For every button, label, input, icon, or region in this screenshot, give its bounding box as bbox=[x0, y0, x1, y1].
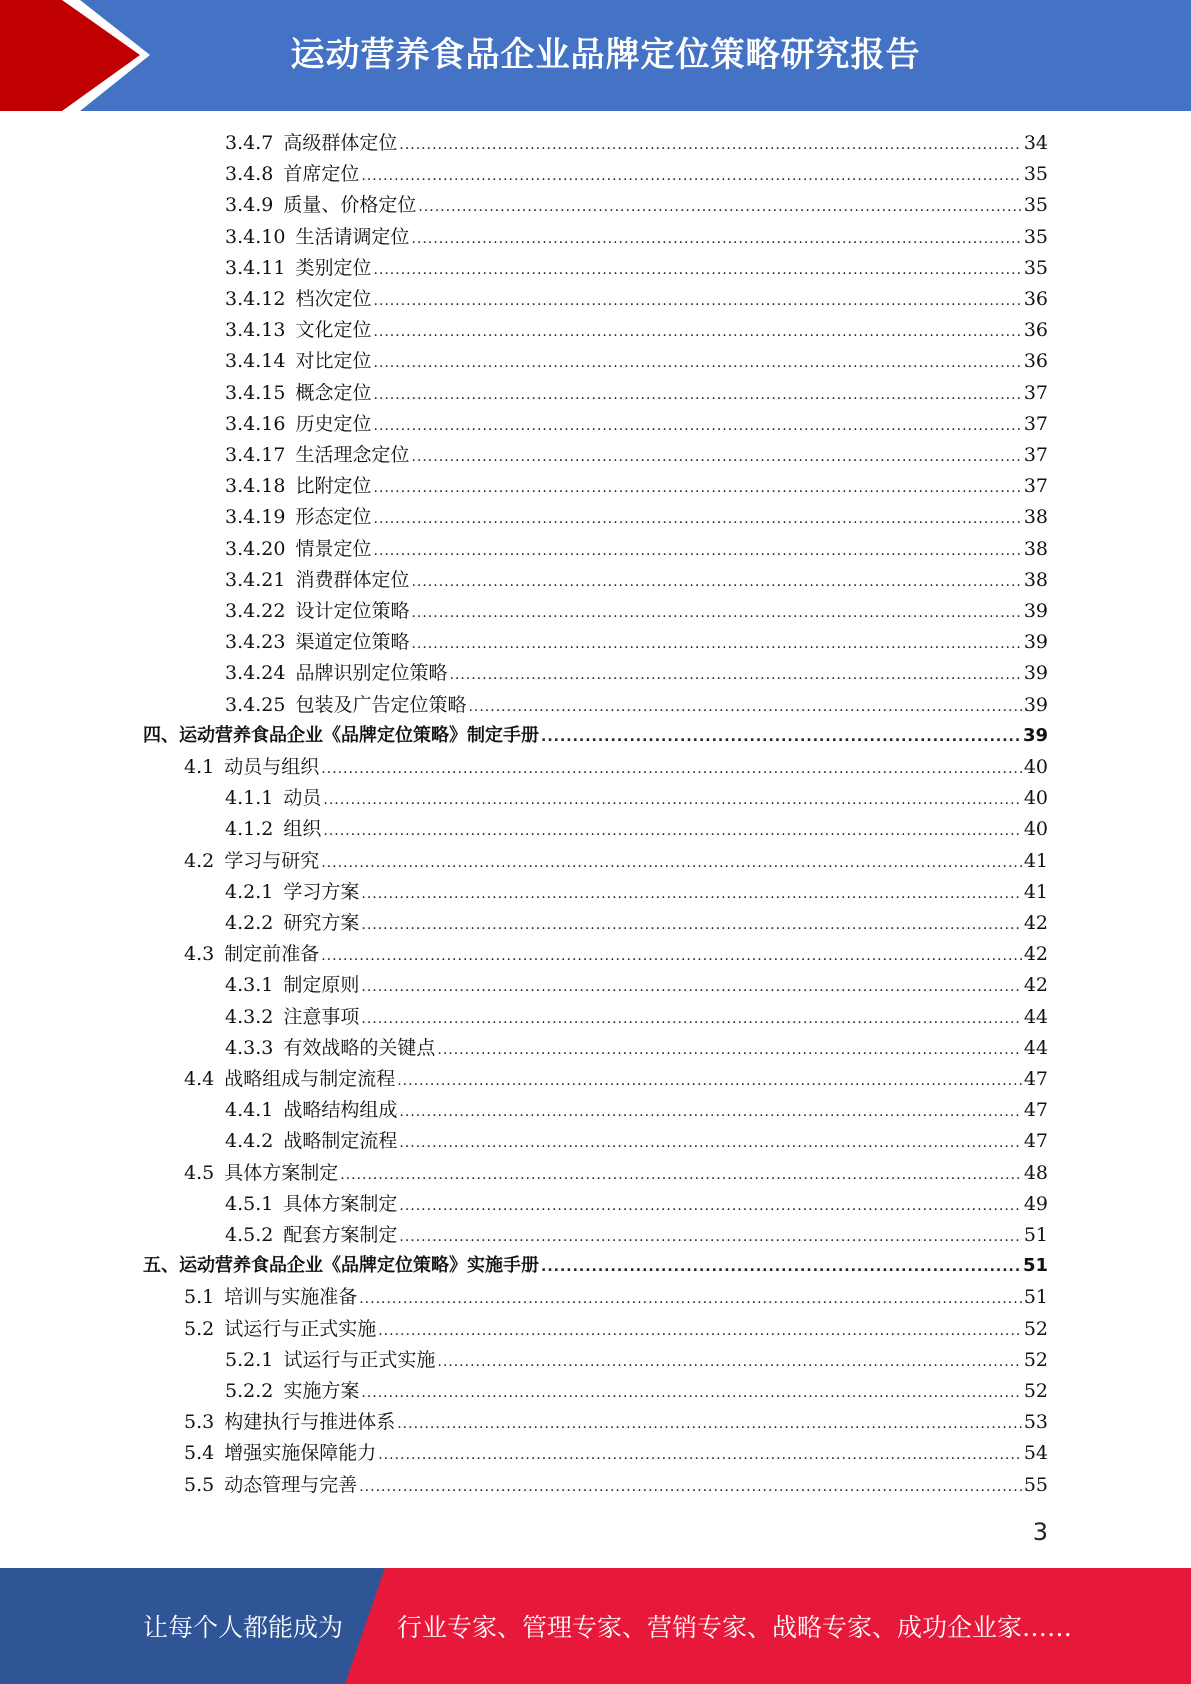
toc-entry-label bbox=[225, 1033, 435, 1060]
toc-leader-dots bbox=[411, 605, 1021, 621]
toc-entry-page: 52 bbox=[1023, 1380, 1048, 1402]
toc-entry-page: 48 bbox=[1023, 1161, 1048, 1184]
toc-entry-text: 对比定位 bbox=[295, 350, 372, 373]
toc-entry[interactable] bbox=[225, 534, 1048, 565]
toc-entry-label bbox=[225, 908, 359, 935]
toc-entry-number: 4.2 bbox=[184, 849, 215, 872]
document-title: 运动营养食品企业品牌定位策略研究报告 bbox=[290, 35, 921, 75]
toc-entry[interactable] bbox=[184, 1064, 1048, 1095]
toc-entry[interactable] bbox=[225, 877, 1048, 908]
toc-leader-dots bbox=[411, 636, 1021, 652]
toc-entry-page: 37 bbox=[1023, 475, 1048, 498]
toc-entry[interactable] bbox=[225, 690, 1048, 721]
toc-entry-text: 消费群体定位 bbox=[295, 568, 410, 591]
toc-entry-text: 注意事项 bbox=[283, 1005, 360, 1028]
toc-entry-text: 配套方案制定 bbox=[283, 1224, 398, 1246]
toc-leader-dots bbox=[361, 1011, 1021, 1027]
toc-entry[interactable] bbox=[184, 1314, 1048, 1345]
toc-leader-dots bbox=[378, 1447, 1022, 1463]
toc-entry-text: 具体方案制定 bbox=[224, 1161, 339, 1184]
toc-entry-text: 研究方案 bbox=[283, 912, 360, 934]
toc-entry-label bbox=[225, 1002, 359, 1029]
toc-leader-dots bbox=[359, 1291, 1022, 1307]
toc-entry[interactable] bbox=[225, 315, 1048, 346]
toc-entry[interactable] bbox=[225, 1189, 1048, 1220]
footer-tagline: 行业专家、管理专家、营销专家、战略专家、成功企业家…… bbox=[397, 1613, 1073, 1642]
toc-leader-dots bbox=[378, 1323, 1022, 1339]
toc-entry-text: 情景定位 bbox=[295, 537, 372, 560]
toc-leader-dots bbox=[321, 948, 1022, 964]
toc-entry-page: 35 bbox=[1023, 163, 1048, 186]
toc-leader-dots bbox=[361, 886, 1021, 902]
toc-entry-number: 3.4.25 bbox=[225, 693, 286, 716]
toc-entry-label bbox=[225, 159, 359, 186]
toc-entry-number: 4.4.1 bbox=[225, 1099, 274, 1122]
toc-leader-dots bbox=[361, 168, 1021, 184]
toc-entry[interactable] bbox=[184, 1470, 1048, 1501]
toc-entry-text: 包装及广告定位策略 bbox=[295, 693, 467, 716]
toc-entry-label bbox=[225, 1220, 397, 1247]
toc-entry-page: 42 bbox=[1023, 912, 1048, 934]
toc-entry-number: 4.2.2 bbox=[225, 912, 274, 934]
toc-entry-text: 概念定位 bbox=[295, 381, 372, 404]
toc-entry[interactable] bbox=[225, 222, 1048, 253]
toc-entry-text: 动员与组织 bbox=[224, 756, 320, 778]
toc-entry-number: 4.4.2 bbox=[225, 1130, 274, 1153]
toc-entry-number: 3.4.17 bbox=[225, 444, 286, 466]
toc-leader-dots bbox=[321, 855, 1022, 871]
toc-entry-page: 44 bbox=[1023, 1005, 1048, 1028]
toc-entry[interactable] bbox=[225, 814, 1048, 845]
toc-leader-dots bbox=[340, 1167, 1022, 1183]
toc-leader-dots bbox=[373, 480, 1021, 496]
header-banner bbox=[0, 0, 1191, 111]
toc-entry-text: 比附定位 bbox=[295, 475, 372, 498]
toc-entry-number: 5.2.1 bbox=[225, 1348, 274, 1371]
toc-entry-number: 3.4.18 bbox=[225, 475, 286, 498]
toc-entry-label bbox=[184, 1064, 395, 1091]
toc-entry-page: 52 bbox=[1023, 1317, 1048, 1340]
toc-entry[interactable] bbox=[225, 1376, 1048, 1407]
toc-entry-text: 学习与研究 bbox=[224, 849, 320, 872]
toc-entry-text: 类别定位 bbox=[295, 256, 372, 279]
toc-leader-dots bbox=[541, 1259, 1021, 1275]
toc-entry[interactable] bbox=[225, 128, 1048, 159]
toc-entry-page: 42 bbox=[1023, 974, 1048, 997]
toc-leader-dots bbox=[399, 137, 1021, 153]
toc-entry-text: 设计定位策略 bbox=[295, 600, 410, 622]
toc-leader-dots bbox=[397, 1073, 1022, 1089]
toc-entry-number: 4.5.2 bbox=[225, 1224, 274, 1246]
toc-entry-page: 39 bbox=[1022, 724, 1048, 746]
toc-entry-number: 3.4.8 bbox=[225, 163, 274, 186]
toc-entry-text: 战略结构组成 bbox=[283, 1099, 398, 1122]
footer-slogan: 让每个人都能成为 bbox=[143, 1613, 344, 1642]
toc-leader-dots bbox=[437, 1354, 1021, 1370]
toc-entry-label bbox=[225, 1095, 397, 1122]
toc-entry[interactable] bbox=[225, 378, 1048, 409]
toc-leader-dots bbox=[373, 355, 1021, 371]
chevron-logo-icon bbox=[0, 0, 160, 111]
toc-entry-label bbox=[225, 783, 321, 810]
toc-entry-label bbox=[184, 1158, 338, 1185]
toc-entry-label bbox=[225, 502, 371, 529]
toc-entry[interactable] bbox=[184, 1158, 1048, 1189]
toc-entry-page: 55 bbox=[1023, 1473, 1048, 1496]
toc-entry-label bbox=[225, 471, 371, 498]
toc-entry[interactable] bbox=[184, 1282, 1048, 1313]
toc-entry-page: 54 bbox=[1023, 1442, 1048, 1465]
toc-entry-page: 39 bbox=[1023, 662, 1048, 685]
toc-entry-number: 3.4.10 bbox=[225, 225, 286, 248]
toc-entry-text: 试运行与正式实施 bbox=[224, 1317, 377, 1340]
toc-leader-dots bbox=[399, 1104, 1021, 1120]
toc-entry[interactable] bbox=[225, 1220, 1048, 1251]
toc-leader-dots bbox=[399, 1229, 1021, 1245]
toc-entry-number: 4.1.2 bbox=[225, 818, 274, 841]
toc-entry[interactable] bbox=[225, 596, 1048, 627]
toc-entry[interactable] bbox=[225, 1095, 1048, 1126]
toc-entry-label bbox=[225, 596, 409, 623]
toc-entry-page: 38 bbox=[1023, 537, 1048, 560]
toc-entry-page: 47 bbox=[1023, 1068, 1048, 1090]
toc-entry-number: 4.3.2 bbox=[225, 1005, 274, 1028]
toc-entry-label bbox=[184, 1282, 357, 1309]
toc-entry-number: 3.4.11 bbox=[225, 256, 286, 279]
toc-entry-text: 具体方案制定 bbox=[283, 1192, 398, 1215]
toc-entry-text: 动态管理与完善 bbox=[224, 1473, 358, 1496]
toc-entry[interactable] bbox=[143, 721, 1048, 752]
toc-entry-number: 4.3 bbox=[184, 943, 215, 966]
toc-entry-number: 3.4.23 bbox=[225, 631, 286, 654]
toc-leader-dots bbox=[359, 1479, 1022, 1495]
page-number: 3 bbox=[1032, 1518, 1048, 1546]
toc-entry[interactable] bbox=[184, 939, 1048, 970]
toc-entry[interactable] bbox=[225, 1033, 1048, 1064]
toc-entry-text: 质量、价格定位 bbox=[283, 194, 417, 217]
toc-entry[interactable] bbox=[184, 752, 1048, 783]
toc-entry[interactable] bbox=[225, 284, 1048, 315]
toc-entry-label bbox=[225, 1376, 359, 1403]
toc-entry-number: 5.2.2 bbox=[225, 1380, 274, 1402]
toc-entry[interactable] bbox=[225, 440, 1048, 471]
toc-entry-page: 51 bbox=[1023, 1224, 1048, 1246]
toc-leader-dots bbox=[373, 543, 1021, 559]
toc-entry-page: 35 bbox=[1023, 194, 1048, 217]
toc-entry-page: 44 bbox=[1023, 1036, 1048, 1059]
toc-leader-dots bbox=[468, 699, 1021, 715]
toc-entry[interactable] bbox=[225, 658, 1048, 689]
toc-entry-label bbox=[225, 658, 447, 685]
toc-entry-page: 37 bbox=[1023, 444, 1048, 466]
toc-entry-number: 3.4.12 bbox=[225, 288, 286, 310]
toc-entry[interactable] bbox=[225, 502, 1048, 533]
toc-entry-text: 生活理念定位 bbox=[295, 444, 410, 466]
toc-entry-page: 51 bbox=[1022, 1255, 1048, 1277]
toc-entry-text: 战略制定流程 bbox=[283, 1130, 398, 1153]
toc-entry-label bbox=[184, 752, 319, 779]
toc-entry[interactable] bbox=[225, 253, 1048, 284]
toc-leader-dots bbox=[373, 387, 1021, 403]
toc-entry-text: 档次定位 bbox=[295, 288, 372, 310]
toc-entry-number: 3.4.14 bbox=[225, 350, 286, 373]
footer-banner bbox=[0, 1568, 1191, 1684]
toc-entry[interactable] bbox=[225, 1002, 1048, 1033]
toc-entry-number: 3.4.9 bbox=[225, 194, 274, 217]
toc-entry-text: 组织 bbox=[283, 818, 322, 841]
toc-entry-label bbox=[225, 253, 371, 280]
toc-entry-label bbox=[225, 814, 321, 841]
toc-entry-label bbox=[225, 284, 371, 311]
toc-leader-dots bbox=[418, 199, 1021, 215]
toc-entry-label bbox=[225, 346, 371, 373]
toc-entry-page: 52 bbox=[1023, 1348, 1048, 1371]
toc-entry-text: 有效战略的关键点 bbox=[283, 1036, 436, 1059]
toc-leader-dots bbox=[399, 1198, 1021, 1214]
toc-entry-label bbox=[225, 440, 409, 467]
toc-entry-number: 3.4.24 bbox=[225, 662, 286, 685]
toc-entry-page: 38 bbox=[1023, 506, 1048, 529]
toc-entry-page: 39 bbox=[1023, 631, 1048, 654]
toc-entry-text: 首席定位 bbox=[283, 163, 360, 186]
toc-entry[interactable] bbox=[225, 346, 1048, 377]
toc-entry-page: 35 bbox=[1023, 225, 1048, 248]
toc-entry-label bbox=[225, 378, 371, 405]
toc-entry-number: 3.4.13 bbox=[225, 319, 286, 342]
toc-entry-page: 41 bbox=[1023, 880, 1048, 903]
toc-entry-number: 4.1 bbox=[184, 756, 215, 778]
toc-entry[interactable] bbox=[225, 783, 1048, 814]
toc-entry-page: 49 bbox=[1023, 1192, 1048, 1215]
toc-entry-text: 实施方案 bbox=[283, 1380, 360, 1402]
toc-entry-label bbox=[225, 627, 409, 654]
toc-entry-number: 3.4.7 bbox=[225, 132, 274, 154]
toc-leader-dots bbox=[411, 574, 1021, 590]
toc-entry-text: 战略组成与制定流程 bbox=[224, 1068, 396, 1090]
toc-entry[interactable] bbox=[225, 190, 1048, 221]
toc-entry-number: 4.4 bbox=[184, 1068, 215, 1090]
toc-entry[interactable] bbox=[225, 409, 1048, 440]
toc-entry-number: 5.1 bbox=[184, 1286, 215, 1309]
toc-leader-dots bbox=[361, 917, 1021, 933]
toc-entry-page: 39 bbox=[1023, 600, 1048, 622]
toc-entry-number: 5.4 bbox=[184, 1442, 215, 1465]
toc-entry-page: 42 bbox=[1023, 943, 1048, 966]
toc-leader-dots bbox=[373, 293, 1021, 309]
toc-entry-text: 四、运动营养食品企业《品牌定位策略》制定手册 bbox=[143, 724, 539, 746]
toc-entry[interactable] bbox=[225, 565, 1048, 596]
toc-entry[interactable] bbox=[225, 1345, 1048, 1376]
toc-entry-label bbox=[184, 1407, 395, 1434]
toc-entry-text: 制定前准备 bbox=[224, 943, 320, 966]
toc-entry-label bbox=[184, 1438, 376, 1465]
toc-entry-label bbox=[225, 877, 359, 904]
toc-entry-label bbox=[184, 846, 319, 873]
toc-entry[interactable] bbox=[184, 1438, 1048, 1469]
toc-entry-text: 渠道定位策略 bbox=[295, 631, 410, 654]
toc-entry-page: 53 bbox=[1023, 1411, 1048, 1434]
toc-entry-page: 40 bbox=[1023, 787, 1048, 810]
toc-entry-number: 3.4.16 bbox=[225, 412, 286, 435]
toc-entry-page: 41 bbox=[1023, 849, 1048, 872]
toc-entry-label bbox=[225, 315, 371, 342]
toc-entry-text: 品牌识别定位策略 bbox=[295, 662, 448, 685]
toc-entry-label bbox=[225, 565, 409, 592]
toc-entry-number: 3.4.19 bbox=[225, 506, 286, 529]
toc-leader-dots bbox=[397, 1416, 1022, 1432]
toc-entry-page: 47 bbox=[1023, 1099, 1048, 1122]
toc-entry-label bbox=[225, 1126, 397, 1153]
toc-entry-text: 试运行与正式实施 bbox=[283, 1348, 436, 1371]
toc-entry-page: 37 bbox=[1023, 381, 1048, 404]
toc-entry-label bbox=[225, 409, 371, 436]
toc-entry-number: 3.4.15 bbox=[225, 381, 286, 404]
toc-entry-number: 4.5.1 bbox=[225, 1192, 274, 1215]
toc-leader-dots bbox=[373, 324, 1021, 340]
toc-entry-page: 36 bbox=[1023, 319, 1048, 342]
toc-leader-dots bbox=[373, 262, 1021, 278]
toc-entry-label bbox=[143, 721, 539, 747]
toc-entry[interactable] bbox=[184, 1407, 1048, 1438]
toc-entry-page: 51 bbox=[1023, 1286, 1048, 1309]
toc-leader-dots bbox=[373, 511, 1021, 527]
toc-entry-label bbox=[225, 190, 416, 217]
toc-entry-label bbox=[225, 970, 359, 997]
toc-entry-label bbox=[184, 1470, 357, 1497]
toc-entry[interactable] bbox=[225, 159, 1048, 190]
toc-entry-page: 36 bbox=[1023, 350, 1048, 373]
toc-entry-label bbox=[184, 1314, 376, 1341]
toc-entry-label bbox=[225, 128, 397, 155]
toc-entry-text: 高级群体定位 bbox=[283, 132, 398, 154]
toc-leader-dots bbox=[399, 1135, 1021, 1151]
toc-leader-dots bbox=[411, 231, 1021, 247]
toc-entry-number: 4.3.3 bbox=[225, 1036, 274, 1059]
toc-leader-dots bbox=[449, 667, 1021, 683]
toc-entry-page: 35 bbox=[1023, 256, 1048, 279]
toc-entry-page: 37 bbox=[1023, 412, 1048, 435]
toc-leader-dots bbox=[321, 761, 1022, 777]
toc-leader-dots bbox=[373, 418, 1021, 434]
toc-entry-page: 34 bbox=[1023, 132, 1048, 154]
toc-entry-text: 生活请调定位 bbox=[295, 225, 410, 248]
toc-entry-number: 4.5 bbox=[184, 1161, 215, 1184]
toc-leader-dots bbox=[361, 1385, 1021, 1401]
toc-leader-dots bbox=[323, 823, 1021, 839]
toc-entry[interactable] bbox=[143, 1251, 1048, 1282]
toc-entry-label bbox=[184, 939, 319, 966]
toc-entry-label bbox=[225, 1345, 435, 1372]
toc-leader-dots bbox=[323, 792, 1021, 808]
toc-entry-page: 38 bbox=[1023, 568, 1048, 591]
toc-entry-number: 5.2 bbox=[184, 1317, 215, 1340]
toc-entry[interactable] bbox=[225, 471, 1048, 502]
toc-entry-label bbox=[143, 1251, 539, 1277]
toc-entry-number: 3.4.20 bbox=[225, 537, 286, 560]
toc-leader-dots bbox=[541, 729, 1021, 745]
toc-entry-text: 文化定位 bbox=[295, 319, 372, 342]
toc-entry-text: 学习方案 bbox=[283, 880, 360, 903]
toc-entry-label bbox=[225, 690, 466, 717]
toc-entry-number: 4.3.1 bbox=[225, 974, 274, 997]
toc-leader-dots bbox=[437, 1042, 1021, 1058]
toc-entry-number: 4.1.1 bbox=[225, 787, 274, 810]
toc-entry-text: 增强实施保障能力 bbox=[224, 1442, 377, 1465]
toc-entry-number: 3.4.22 bbox=[225, 600, 286, 622]
toc-entry[interactable] bbox=[184, 846, 1048, 877]
toc-leader-dots bbox=[361, 979, 1021, 995]
toc-entry-page: 36 bbox=[1023, 288, 1048, 310]
toc-entry-text: 培训与实施准备 bbox=[224, 1286, 358, 1309]
toc-entry-page: 39 bbox=[1023, 693, 1048, 716]
toc-entry[interactable] bbox=[225, 970, 1048, 1001]
toc-entry-label bbox=[225, 1189, 397, 1216]
toc-entry[interactable] bbox=[225, 627, 1048, 658]
toc-entry[interactable] bbox=[225, 1126, 1048, 1157]
toc-entry-number: 5.5 bbox=[184, 1473, 215, 1496]
toc-entry-page: 40 bbox=[1023, 818, 1048, 841]
toc-entry-label bbox=[225, 222, 409, 249]
toc-entry-label bbox=[225, 534, 371, 561]
toc-entry-text: 动员 bbox=[283, 787, 322, 810]
toc-entry-text: 构建执行与推进体系 bbox=[224, 1411, 396, 1434]
toc-entry-page: 40 bbox=[1023, 756, 1048, 778]
toc-entry-text: 五、运动营养食品企业《品牌定位策略》实施手册 bbox=[143, 1255, 539, 1277]
toc-entry-text: 历史定位 bbox=[295, 412, 372, 435]
toc-entry-text: 制定原则 bbox=[283, 974, 360, 997]
toc-entry-number: 4.2.1 bbox=[225, 880, 274, 903]
toc-entry[interactable] bbox=[225, 908, 1048, 939]
toc-entry-page: 47 bbox=[1023, 1130, 1048, 1153]
toc-entry-text: 形态定位 bbox=[295, 506, 372, 529]
toc-entry-number: 5.3 bbox=[184, 1411, 215, 1434]
toc-entry-number: 3.4.21 bbox=[225, 568, 286, 591]
toc-leader-dots bbox=[411, 449, 1021, 465]
